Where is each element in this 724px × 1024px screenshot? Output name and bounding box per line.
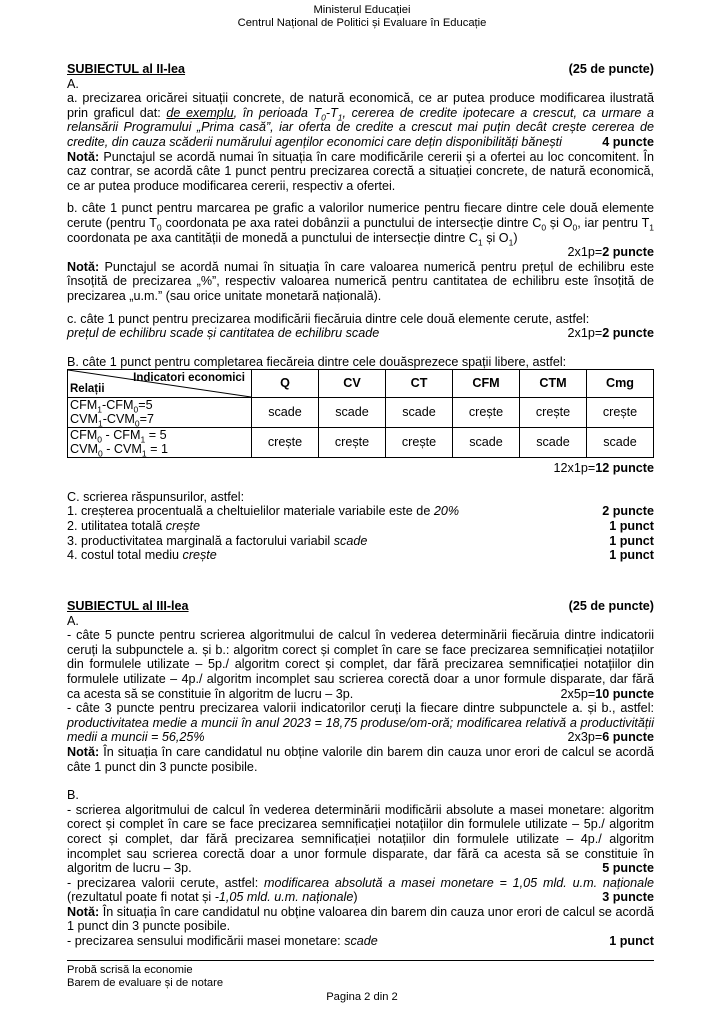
- item-a-points: 4 puncte: [602, 134, 654, 149]
- item-b-text: b. câte 1 punct pentru marcarea pe grafic a valorilor numerice pentru fiecare dintre cele două elemente cerute (pentru $T_0$ coordonata pe axa ratei dobânzii a punctului de intersecție dintre $C_0$ și $O_0$, iar pentru $T_1$ coordonata pe axa cantității de monedă a punctului de intersecție dintre $C_1$ și $O_1$): [67, 201, 654, 248]
- footer-barem: Barem de evaluare și de notare: [67, 977, 224, 989]
- item-c-answer-row: prețul de echilibru scade și cantitatea de echilibru scade 2x1p=2 puncte: [67, 326, 654, 341]
- subject-2-title: SUBIECTUL al II-lea: [67, 62, 186, 76]
- page-number: Pagina 2 din 2: [326, 991, 398, 1003]
- table-cell: scade: [319, 398, 386, 428]
- s3-b-q3: - precizarea sensului modificării masei monetare: scade 1 punct: [67, 934, 654, 949]
- section-b-points: 12x1p=12 puncte: [553, 461, 654, 476]
- item-a-text: a. precizarea oricărei situații concrete, de natură economică, ce ar putea produce modificarea ilustrată prin graficul dat: de exemplu, în perioada $T_0-T_1$, cererea de credite ipotecare a crescut, ca urmare a relansării Programului „Prima casă”, iar oferta de credite a crescut mai puțin decât crește cererea de credite, din cauza scăderii numărului agenților economici care dețin disponibilități bănești: [67, 91, 654, 149]
- indicators-table: [67, 369, 654, 458]
- s3-a-p1: - câte 5 puncte pentru scrierea algoritmului de calcul în vederea determinării fiecăruia dintre indicatorii ceruți la subpunctele a. și b.: algoritm corect și complet în care se face precizarea semnificației notațiilor din formulele utilizate – 5p./ algoritm corect și complet, dar fără precizarea semnificației notațiilor din formulele utilizate – 4p./ algoritm incomplet sau scrierea corectă doar a unor formule disparate, dar fără ca acesta să se constituie în algoritm de lucru – 3p.: [67, 628, 654, 701]
- subject-2: [67, 62, 654, 563]
- c-item: 3. productivitatea marginală a factorului variabil scade 1 punct: [67, 533, 654, 548]
- note-2: Notă: Punctajul se acordă numai în situația în care valoarea numerică pentru prețul de echilibru este însoțită de precizarea „%”, respectiv valoarea numerică pentru cantitatea de echilibru este însoțită de precizarea „u.m.” (sau orice unitate monetară națională).: [67, 259, 654, 303]
- item-c-text: c. câte 1 punct pentru precizarea modificării fiecăruia dintre cele două elemente cerute, astfel:: [67, 311, 590, 326]
- s3-a-p2-points: 2x3p=6 puncte: [567, 730, 654, 745]
- s3-b-q1: - scrierea algoritmului de calcul în vederea determinării modificării absolute a masei monetare: algoritm corect și complet în care se face precizarea semnificației notațiilor din formulele utilizate – 5p./ algoritm corect și complet, dar fără precizarea semnificației notațiilor din formulele utilizate – 4p./ algoritm incomplet sau scrierea corectă doar a unor formule disparate, dar fără ca acesta să se constituie în algoritm de lucru – 3p.: [67, 802, 654, 876]
- section-c-label: C. scrierea răspunsurilor, astfel:: [67, 489, 245, 504]
- subject-3-title-row: [67, 599, 654, 614]
- table-cell: scade: [386, 398, 453, 428]
- s3-section-b-label: B.: [67, 788, 79, 803]
- s3-a-p2: - câte 3 puncte pentru precizarea valorii indicatorilor ceruți la fiecare dintre subpunctele a. și b., astfel: productivitatea medie a muncii în anul 2023 = 18,75 produse/om-oră; modificarea relativă a productivității medii a muncii = 56,25%: [67, 701, 654, 745]
- footer-divider: [67, 960, 654, 961]
- table-cell: scade: [252, 398, 319, 428]
- table-cell: scade: [453, 428, 520, 458]
- s3-note-1: Notă: În situația în care candidatul nu obține valorile din barem din cauza unor erori de calcul se acordă câte 1 punct din 3 puncte posibile.: [67, 744, 654, 774]
- c-item: 1. creșterea procentuală a cheltuielilor materiale variabile este de 20% 2 puncte: [67, 504, 654, 519]
- s3-section-a-label: A.: [67, 613, 79, 628]
- table-cell: crește: [587, 398, 654, 428]
- c-item: 2. utilitatea totală crește 1 punct: [67, 519, 654, 534]
- table-cell: crește: [319, 428, 386, 458]
- s3-b-q1-points: 5 puncte: [602, 861, 654, 876]
- table-cell: scade: [520, 428, 587, 458]
- subject-3: [67, 599, 654, 949]
- col-header: CV: [319, 370, 386, 398]
- table-cell: crește: [386, 428, 453, 458]
- subject-2-points: (25 de puncte): [568, 62, 654, 76]
- s3-note-2: Notă: În situația în care candidatul nu obține valoarea din barem din cauza unor erori de calcul se acordă 1 punct din 3 puncte posibile.: [67, 904, 654, 934]
- footer-exam: Probă scrisă la economie: [67, 964, 193, 976]
- relation-cell: $CFM_0 - CFM_1 = 5$ $CVM_0 - CVM_1 = 1$: [68, 428, 252, 458]
- header-ministry: Ministerul Educației: [313, 4, 411, 16]
- table-row: [68, 428, 654, 458]
- table-corner: Indicatori economici Relații: [68, 370, 252, 398]
- c-item: 4. costul total mediu crește 1 punct: [67, 548, 654, 563]
- col-header: CFM: [453, 370, 520, 398]
- section-a-label: A.: [67, 76, 79, 91]
- subject-2-title-row: [67, 62, 654, 77]
- col-header: Q: [252, 370, 319, 398]
- subject-3-title: SUBIECTUL al III-lea: [67, 599, 189, 613]
- table-cell: crește: [520, 398, 587, 428]
- item-b-points: 2x1p=2 puncte: [567, 245, 654, 260]
- col-header: CTM: [520, 370, 587, 398]
- section-b-label: B. câte 1 punct pentru completarea fiecăreia dintre cele douăsprezece spații libere, astfel:: [67, 354, 567, 369]
- note-1: Notă: Punctajul se acordă numai în situația în care modificările cererii și a ofertei au loc concomitent. În caz contrar, se acordă câte 1 punct pentru precizarea corectă a situației concrete, de natură economică, ce ar putea produce modificarea cererii, respectiv a ofertei.: [67, 149, 654, 193]
- header-center: Centrul Național de Politici și Evaluare în Educație: [237, 17, 487, 29]
- table-cell: crește: [453, 398, 520, 428]
- s3-b-q2: - precizarea valorii cerute, astfel: modificarea absolută a masei monetare = 1,05 mld. u.m. naționale (rezultatul poate fi notat și -1,05 mld. u.m. naționale): [67, 875, 654, 905]
- table-cell: crește: [252, 428, 319, 458]
- subject-3-points: (25 de puncte): [568, 599, 654, 613]
- table-cell: scade: [587, 428, 654, 458]
- col-header: CT: [386, 370, 453, 398]
- s3-b-q2-points: 3 puncte: [602, 890, 654, 905]
- s3-a-p1-points: 2x5p=10 puncte: [560, 686, 654, 701]
- col-header: Cmg: [587, 370, 654, 398]
- relation-cell: $CFM_1-CFM_0=5$ $CVM_1-CVM_0=7$: [68, 398, 252, 428]
- table-row: [68, 398, 654, 428]
